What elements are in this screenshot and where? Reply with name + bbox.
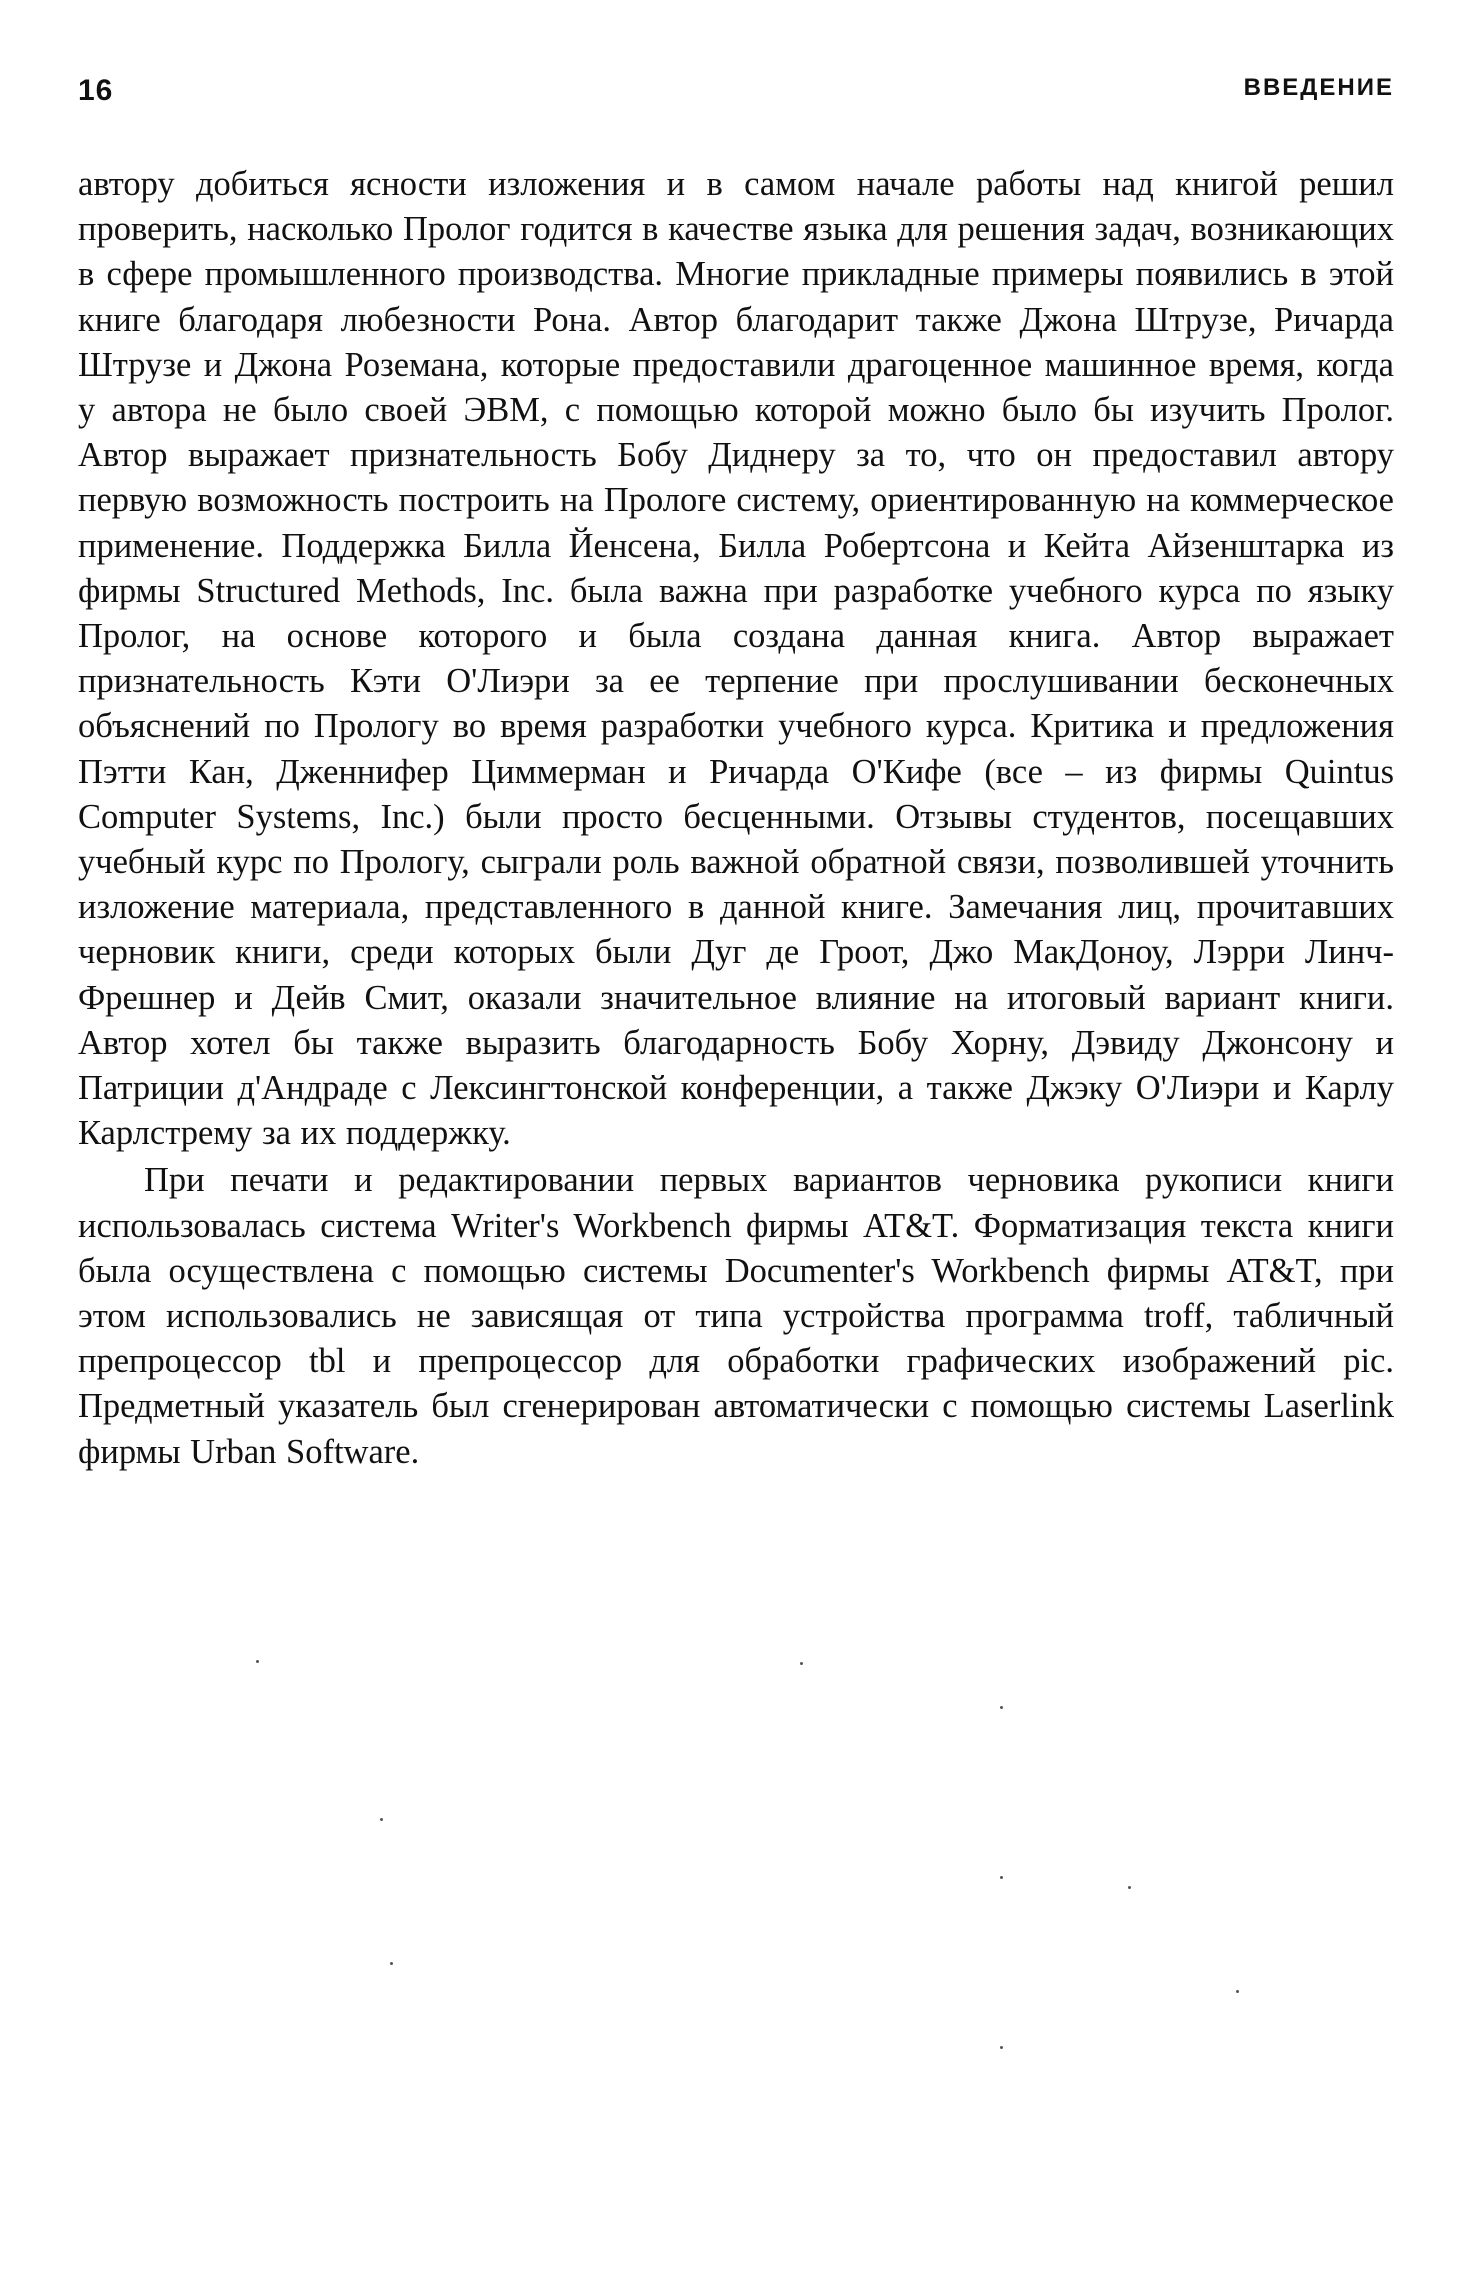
scan-speck: [1000, 1876, 1003, 1879]
scan-speck: [1128, 1886, 1131, 1889]
scan-speck: [1000, 1706, 1003, 1709]
scan-speck: [1236, 1990, 1239, 1993]
section-title: ВВЕДЕНИЕ: [1243, 74, 1394, 101]
paragraph-acknowledgements: автору добиться ясности изложения и в самом начале работы над книгой решил проверить, насколько Пролог годится в качестве языка для решения задач, возникающих в сфере промышленного производства. Многие прикладные примеры появились в этой книге благодаря любезности Рона. Автор благодарит также Джона Штрузе, Ричарда Штрузе и Джона Роземана, которые предоставили драгоценное машинное время, когда у автора не было своей ЭВМ, с помощью которой можно было бы изучить Пролог. Автор выражает признательность Бобу Диднеру за то, что он предоставил автору первую возможность построить на Прологе систему, ориентированную на коммерческое применение. Поддержка Билла Йенсена, Билла Робертсона и Кейта Айзенштарка из фирмы Structured Methods, Inc. была важна при разработке учебного курса по языку Пролог, на основе которого и была создана данная книга. Автор выражает признательность Кэти О'Лиэри за ее терпение при прослушивании бесконечных объяснений по Прологу во время разработки учебного курса. Критика и предложения Пэтти Кан, Дженнифер Циммерман и Ричарда О'Кифе (все – из фирмы Quintus Computer Systems, Inc.) были просто бесценными. Отзывы студентов, посещавших учебный курс по Прологу, сыграли роль важной обратной связи, позволившей уточнить изложение материала, представленного в данной книге. Замечания лиц, прочитавших черновик книги, среди которых были Дуг де Гроот, Джо МакДоноу, Лэрри Линч-Фрешнер и Дейв Смит, оказали значительное влияние на итоговый вариант книги. Автор хотел бы также выразить благодарность Бобу Хорну, Дэвиду Джонсону и Патриции д'Андраде с Лексингтонской конференции, а также Джэку О'Лиэри и Карлу Карлстрему за их поддержку.: [78, 165, 1394, 1153]
scan-speck: [380, 1818, 383, 1821]
scan-speck: [800, 1662, 803, 1665]
scan-speck: [390, 1962, 393, 1965]
scan-speck: [256, 1660, 259, 1663]
body-text: [78, 162, 1394, 1475]
paragraph-typesetting-tools: При печати и редактировании первых вариантов черновика рукописи книги использовалась система Writer's Workbench фирмы AT&T. Форматизация текста книги была осуществлена с помощью системы Documenter's Workbench фирмы AT&T, при этом использовались не зависящая от типа устройства программа troff, табличный препроцессор tbl и препроцессор для обработки графических изображений pic. Предметный указатель был сгенерирован автоматически с помощью системы Laserlink фирмы Urban Software.: [78, 1161, 1394, 1471]
page-number: 16: [78, 74, 114, 107]
running-header: [78, 70, 1394, 114]
scan-speck: [1000, 2046, 1003, 2049]
